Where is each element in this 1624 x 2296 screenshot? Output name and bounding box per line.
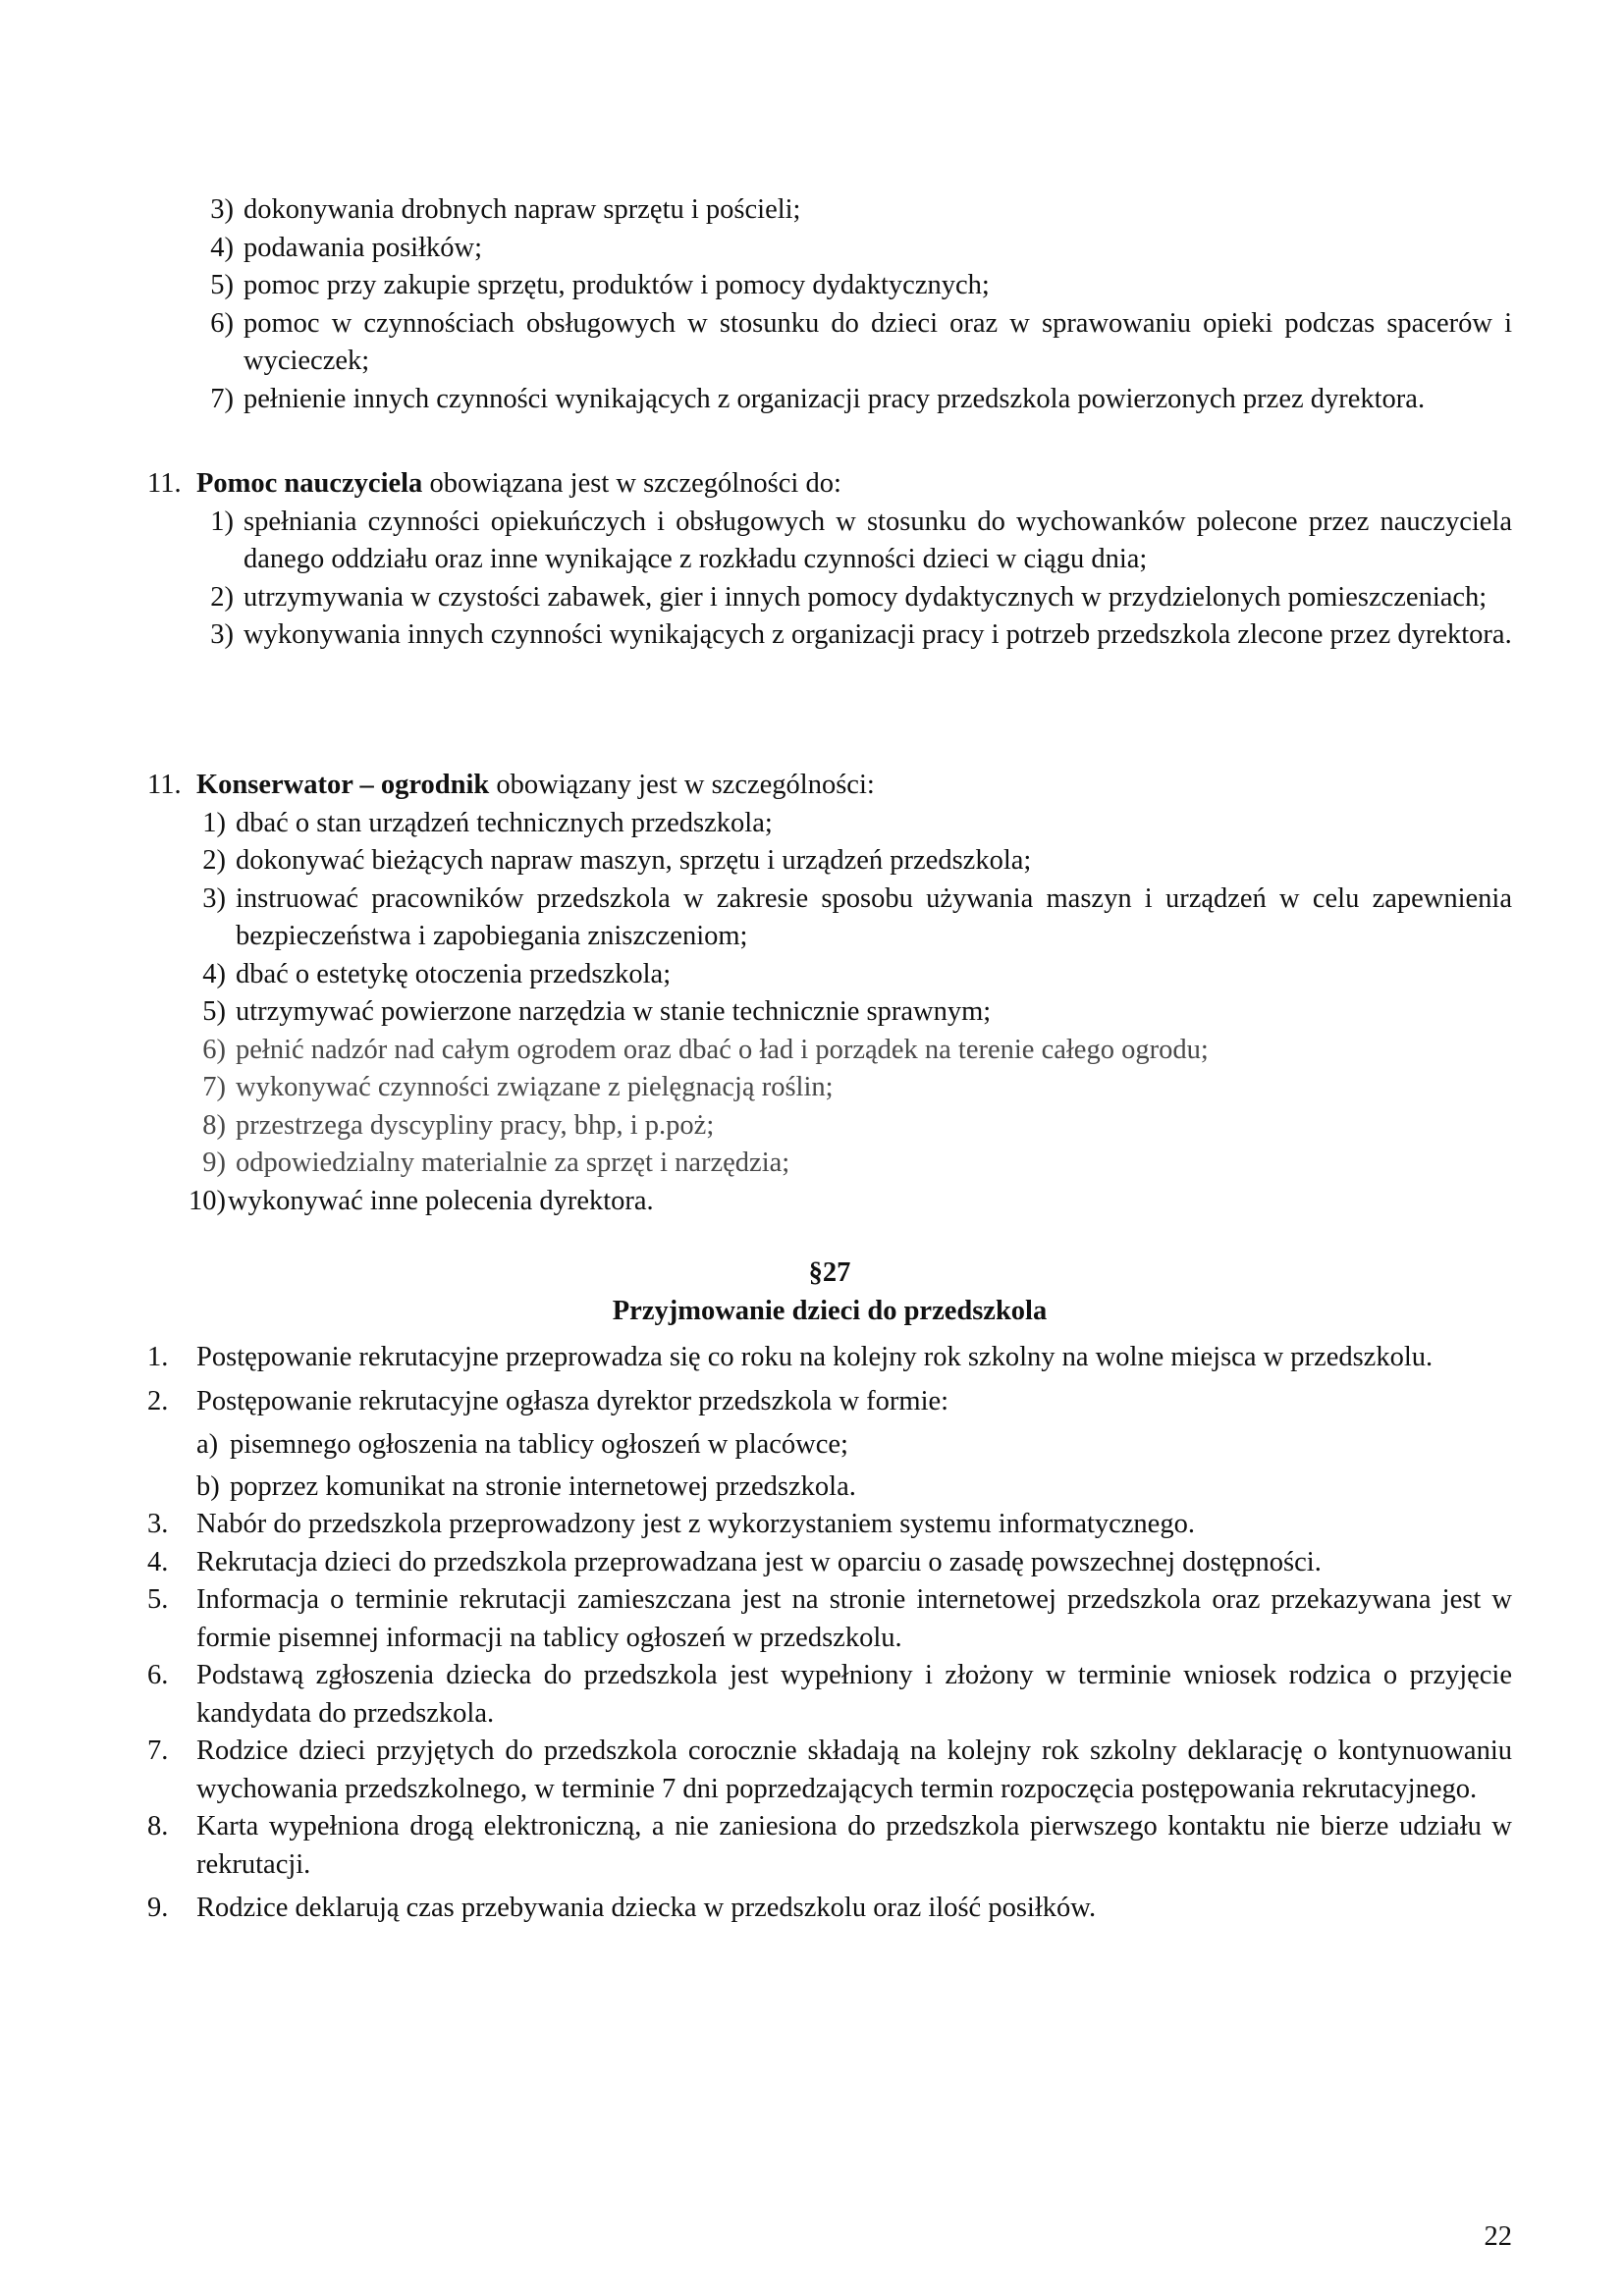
list-item-number: 1) bbox=[210, 506, 234, 537]
list-item-text: Podstawą zgłoszenia dziecka do przedszkola jest wypełniony i złożony w terminie wniosek rodzica o przyjęcie kandydata do przedszkola. bbox=[196, 1660, 1512, 1729]
section-title: Przyjmowanie dzieci do przedszkola bbox=[612, 1295, 1048, 1326]
list-item-text: dokonywać bieżących napraw maszyn, sprzętu i urządzeń przedszkola; bbox=[236, 845, 1032, 876]
list-item-number: 8. bbox=[147, 1811, 169, 1842]
list-item-text: wykonywać czynności związane z pielęgnacją roślin; bbox=[236, 1072, 834, 1102]
list-item-text: Karta wypełniona drogą elektroniczną, a nie zaniesiona do przedszkola pierwszego kontaktu nie bierze udziału w rekrutacji. bbox=[196, 1811, 1512, 1880]
page-number: 22 bbox=[1484, 2221, 1512, 2252]
sub-list-item bbox=[196, 1426, 1512, 1465]
paragraph-intro: obowiązana jest w szczególności do: bbox=[422, 468, 841, 499]
paragraph-heading bbox=[147, 465, 1512, 504]
list-item bbox=[177, 1145, 1512, 1183]
list-item-number: 9. bbox=[147, 1893, 169, 1923]
list-item bbox=[147, 1581, 1512, 1657]
list-item-text: spełniania czynności opiekuńczych i obsługowych w stosunku do wychowanków polecone przez nauczyciela danego oddziału oraz inne wynikające z rozkładu czynności dzieci w ciągu dnia; bbox=[244, 506, 1512, 574]
paragraph-number: 11. bbox=[147, 468, 182, 499]
list-item bbox=[187, 616, 1512, 655]
list-item bbox=[187, 579, 1512, 617]
list-item-number: 1. bbox=[147, 1342, 169, 1372]
list-item-number: 9) bbox=[202, 1148, 226, 1178]
list-item-number: 10) bbox=[189, 1185, 226, 1216]
sub-list bbox=[147, 1426, 1512, 1506]
list-item bbox=[187, 230, 1512, 268]
paragraph-number: 11. bbox=[147, 770, 182, 800]
konserwator-section bbox=[147, 767, 1512, 1220]
list-item-text: pełnienie innych czynności wynikających z organizacji pracy przedszkola powierzonych przez dyrektora. bbox=[244, 383, 1426, 414]
list-item bbox=[147, 1339, 1512, 1377]
list-item-text: utrzymywania w czystości zabawek, gier i innych pomocy dydaktycznych w przydzielonych pomieszczeniach; bbox=[244, 581, 1488, 613]
list-item bbox=[187, 267, 1512, 305]
section-number: §27 bbox=[808, 1257, 851, 1288]
list-item-text: Informacja o terminie rekrutacji zamieszczana jest na stronie internetowej przedszkola oraz przekazywana jest w formie pisemnej informacji na tablicy ogłoszeń w przedszkolu. bbox=[196, 1584, 1512, 1653]
list-item-text: instruować pracowników przedszkola w zakresie sposobu używania maszyn i urządzeń w celu zapewnienia bezpieczeństwa i zapobiegania zniszczeniom; bbox=[236, 882, 1512, 951]
list-item-number: 8) bbox=[202, 1109, 226, 1141]
list-item-text: Rodzice dzieci przyjętych do przedszkola corocznie składają na kolejny rok szkolny deklarację o kontynuowaniu wychowania przedszkolnego, w terminie 7 dni poprzedzających termin rozpoczęcia postępowania rekrutacyjnego. bbox=[196, 1735, 1512, 1804]
sub-list-item bbox=[196, 1468, 1512, 1507]
list-item-text: pełnić nadzór nad całym ogrodem oraz dbać o ład i porządek na terenie całego ogrodu; bbox=[236, 1034, 1209, 1065]
paragraph-intro: obowiązany jest w szczególności: bbox=[489, 770, 875, 800]
list-item-number: 7. bbox=[147, 1735, 169, 1766]
list-item bbox=[187, 504, 1512, 579]
list-item-number: 4) bbox=[202, 958, 226, 989]
list-item-text: Rekrutacja dzieci do przedszkola przeprowadzana jest w oparciu o zasadę powszechnej dostępności. bbox=[196, 1546, 1322, 1577]
list-item-number: 2) bbox=[210, 581, 234, 613]
list-item-text: Postępowanie rekrutacyjne ogłasza dyrektor przedszkola w formie: bbox=[196, 1385, 949, 1416]
list-item bbox=[187, 381, 1512, 419]
list-item-number: 6) bbox=[210, 307, 234, 339]
list-item bbox=[177, 1183, 1512, 1221]
list-item bbox=[177, 1069, 1512, 1107]
list-item-text: dbać o estetykę otoczenia przedszkola; bbox=[236, 958, 672, 989]
sub-list-item-text: pisemnego ogłoszenia na tablicy ogłoszeń w placówce; bbox=[230, 1429, 848, 1460]
list-item-text: Rodzice deklarują czas przebywania dziecka w przedszkolu oraz ilość posiłków. bbox=[196, 1893, 1097, 1923]
list-item bbox=[187, 305, 1512, 381]
paragraph-heading bbox=[147, 767, 1512, 805]
list-item bbox=[177, 842, 1512, 881]
list-item-number: 2) bbox=[202, 845, 226, 876]
list-item bbox=[177, 805, 1512, 843]
list-item bbox=[147, 1890, 1512, 1928]
list-item bbox=[147, 1506, 1512, 1544]
list-item-number: 5) bbox=[202, 996, 226, 1027]
list-item-text: wykonywać inne polecenia dyrektora. bbox=[228, 1185, 654, 1216]
list-item-text: podawania posiłków; bbox=[244, 232, 483, 263]
list-item-number: 3. bbox=[147, 1509, 169, 1539]
list-item-number: 7) bbox=[202, 1072, 226, 1102]
list-item-number: 3) bbox=[210, 194, 234, 225]
list-item-number: 5. bbox=[147, 1584, 169, 1615]
list-item-text: pomoc przy zakupie sprzętu, produktów i pomocy dydaktycznych; bbox=[244, 270, 990, 300]
list-item-text: wykonywania innych czynności wynikających z organizacji pracy i potrzeb przedszkola zlecone przez dyrektora. bbox=[244, 619, 1512, 650]
list-item-text: pomoc w czynnościach obsługowych w stosunku do dzieci oraz w sprawowaniu opieki podczas spacerów i wycieczek; bbox=[244, 307, 1512, 376]
list-item bbox=[177, 1032, 1512, 1070]
list-item-text: dbać o stan urządzeń technicznych przedszkola; bbox=[236, 807, 773, 838]
sub-list-item-letter: b) bbox=[196, 1470, 220, 1502]
list-item bbox=[177, 881, 1512, 956]
list-item-number: 4. bbox=[147, 1546, 169, 1577]
list-item bbox=[147, 1657, 1512, 1733]
list-item bbox=[177, 956, 1512, 994]
list-item-text: odpowiedzialny materialnie za sprzęt i narzędzia; bbox=[236, 1148, 790, 1178]
list-item-text: utrzymywać powierzone narzędzia w stanie technicznie sprawnym; bbox=[236, 996, 992, 1027]
list-item bbox=[147, 1383, 1512, 1421]
list-item bbox=[147, 1808, 1512, 1884]
sub-list-item-letter: a) bbox=[196, 1429, 219, 1460]
list-item bbox=[177, 993, 1512, 1032]
list-item-text: przestrzega dyscypliny pracy, bhp, i p.poż; bbox=[236, 1109, 715, 1141]
list-item-number: 2. bbox=[147, 1385, 169, 1416]
list-item bbox=[147, 1733, 1512, 1808]
list-a bbox=[187, 191, 1512, 418]
list-item-text: Postępowanie rekrutacyjne przeprowadza się co roku na kolejny rok szkolny na wolne miejsca w przedszkolu. bbox=[196, 1342, 1434, 1372]
list-item-text: dokonywania drobnych napraw sprzętu i pościeli; bbox=[244, 194, 801, 225]
list-item-number: 1) bbox=[202, 807, 226, 838]
list-item-number: 4) bbox=[210, 232, 234, 263]
list-item-number: 7) bbox=[210, 383, 234, 414]
list-item bbox=[187, 191, 1512, 230]
section-heading bbox=[147, 1255, 1512, 1330]
list-item bbox=[177, 1107, 1512, 1146]
rules-list bbox=[147, 1339, 1512, 1928]
list-item bbox=[147, 1544, 1512, 1582]
role-name: Pomoc nauczyciela bbox=[196, 468, 423, 499]
list-item-number: 3) bbox=[202, 882, 226, 914]
list-item-number: 3) bbox=[210, 619, 234, 650]
role-name: Konserwator – ogrodnik bbox=[196, 770, 490, 800]
list-item-number: 6) bbox=[202, 1034, 226, 1065]
pomoc-nauczyciela-section bbox=[147, 465, 1512, 655]
list-item-text: Nabór do przedszkola przeprowadzony jest z wykorzystaniem systemu informatycznego. bbox=[196, 1509, 1195, 1539]
sub-list-item-text: poprzez komunikat na stronie internetowej przedszkola. bbox=[230, 1470, 856, 1502]
list-item-number: 5) bbox=[210, 270, 234, 300]
list-item-number: 6. bbox=[147, 1660, 169, 1690]
